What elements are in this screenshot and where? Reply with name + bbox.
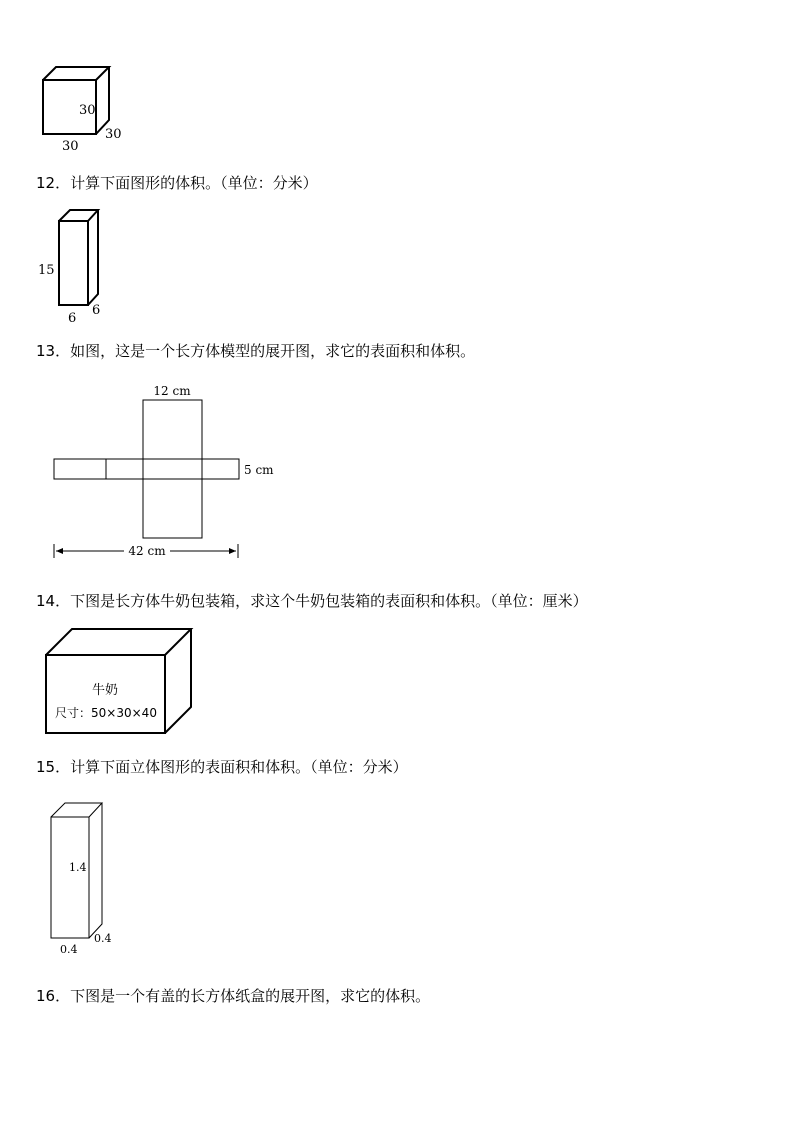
cuboid-12-height-label: 15 xyxy=(38,263,55,278)
net-13-top-label: 12 cm xyxy=(153,384,191,398)
cuboid-12-front xyxy=(59,221,88,305)
question-13: 13．如图，这是一个长方体模型的展开图，求它的表面积和体积。 xyxy=(36,342,476,360)
net-13-arrow-right xyxy=(229,548,236,554)
cuboid-12-side xyxy=(88,210,98,305)
question-12: 12．计算下面图形的体积。（单位：分米） xyxy=(36,174,318,192)
milk-box-side xyxy=(165,629,191,733)
cuboid-15-top xyxy=(51,803,102,817)
cuboid-15-height-label: 1.4 xyxy=(69,861,87,874)
cuboid-15-figure xyxy=(40,798,120,958)
question-14: 14．下图是长方体牛奶包装箱，求这个牛奶包装箱的表面积和体积。（单位：厘米） xyxy=(36,592,588,610)
cuboid-15-front xyxy=(51,817,89,938)
net-13-right-label: 5 cm xyxy=(244,463,274,477)
cube-figure xyxy=(36,60,136,160)
cube-front-label: 30 xyxy=(79,103,96,118)
milk-box-size: 尺寸：50×30×40 xyxy=(55,706,157,720)
question-15: 15．计算下面立体图形的表面积和体积。（单位：分米） xyxy=(36,758,408,776)
cube-side-label: 30 xyxy=(105,127,122,142)
cube-top-face xyxy=(43,67,109,80)
net-13-horizontal-strip xyxy=(54,459,239,479)
cuboid-12-depth-label: 6 xyxy=(92,303,101,318)
milk-box-label: 牛奶 xyxy=(91,683,119,698)
question-16: 16．下图是一个有盖的长方体纸盒的展开图，求它的体积。 xyxy=(36,987,431,1005)
milk-box-figure xyxy=(40,625,200,737)
cuboid-12-width-label: 6 xyxy=(68,311,77,326)
cuboid-15-width-label: 0.4 xyxy=(60,943,78,956)
net-13-figure xyxy=(40,380,290,565)
cuboid-12-top xyxy=(59,210,98,221)
cube-bottom-label: 30 xyxy=(62,139,79,154)
net-13-arrow-left xyxy=(56,548,63,554)
cuboid-12-figure xyxy=(36,204,116,326)
net-13-vertical-strip xyxy=(143,400,202,538)
net-13-bottom-label: 42 cm xyxy=(128,544,166,558)
cuboid-15-depth-label: 0.4 xyxy=(94,932,112,945)
cuboid-15-side xyxy=(89,803,102,938)
milk-box-top xyxy=(46,629,191,655)
